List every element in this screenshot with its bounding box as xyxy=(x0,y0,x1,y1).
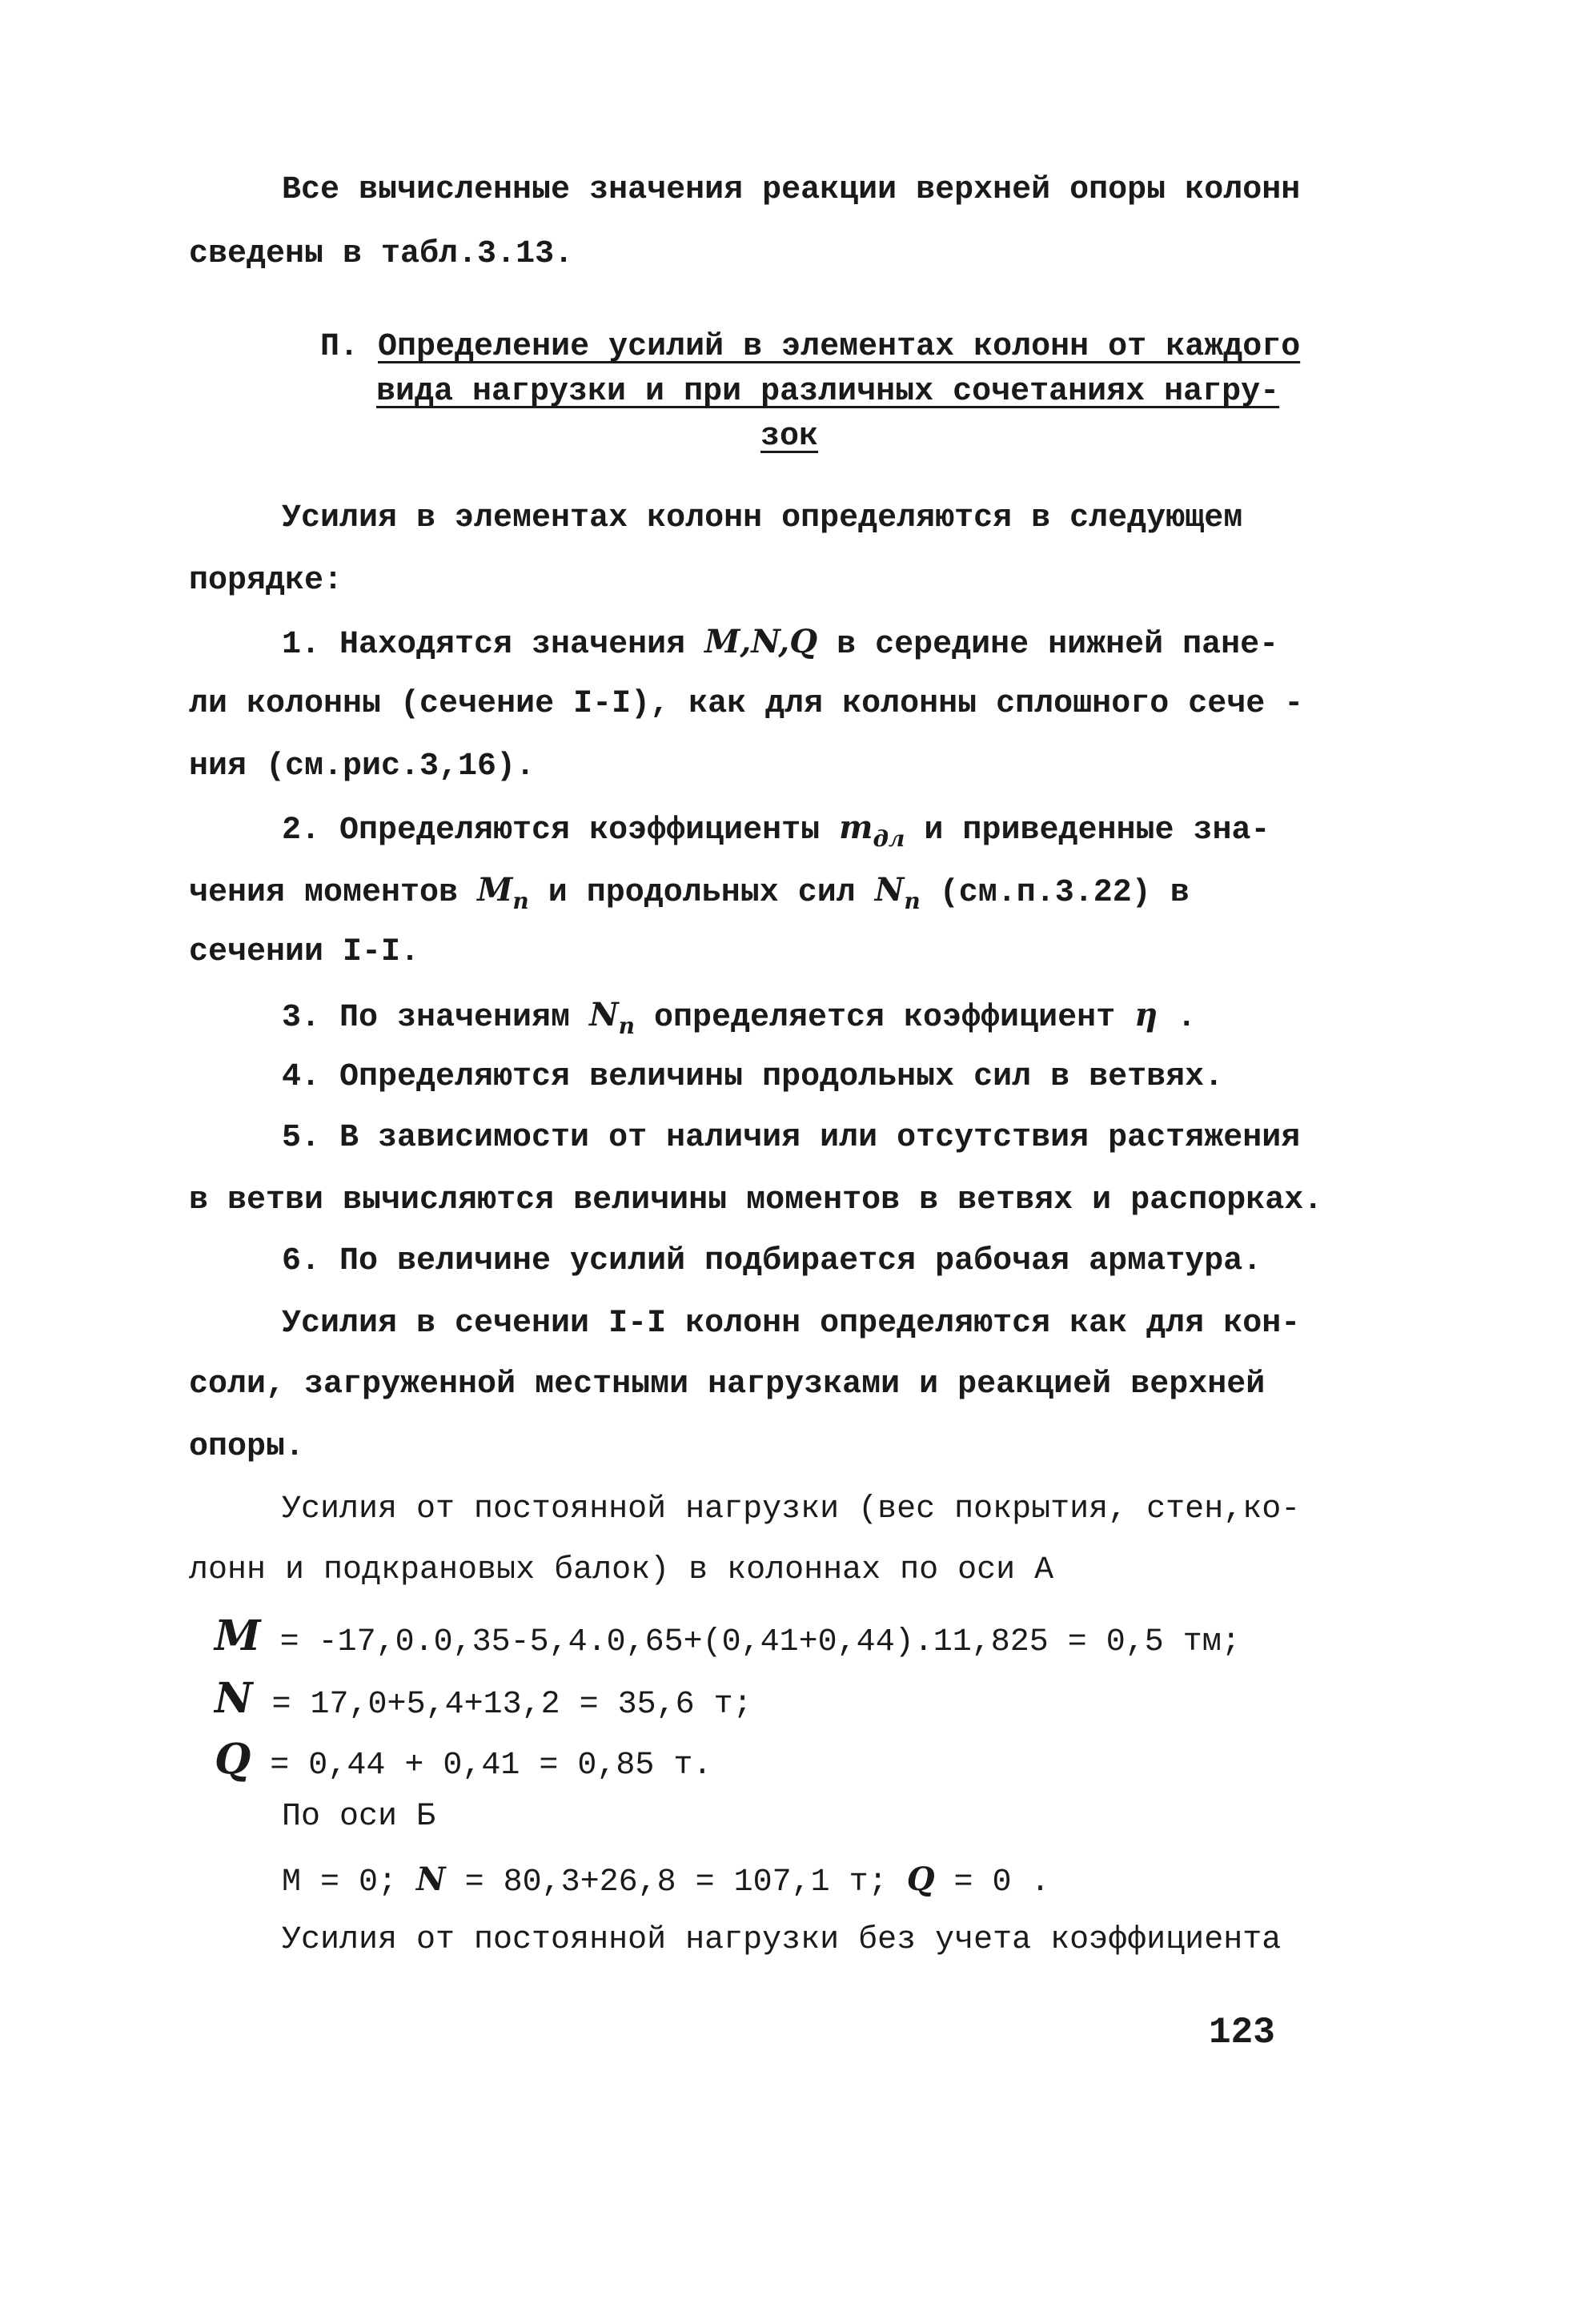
symbol-n: N xyxy=(215,1674,253,1723)
symbol-q: Q xyxy=(215,1735,251,1784)
text-line: ли колонны (сечение I-I), как для колонны сплошного сече - xyxy=(189,686,1304,722)
equation-normal-force: N = 17,0+5,4+13,2 = 35,6 т; xyxy=(215,1674,752,1723)
section-title-part: Определение усилий в элементах колонн от каждого xyxy=(378,329,1301,365)
text-line: сведены в табл.3.13. xyxy=(189,236,574,272)
text-line: Усилия от постоянной нагрузки (вес покрытия, стен,ко- xyxy=(282,1491,1301,1527)
text-line: соли, загруженной местными нагрузками и реакцией верхней xyxy=(189,1367,1266,1403)
heading-line-1 xyxy=(320,331,1300,363)
text-line: лонн и подкрановых балок) в колоннах по оси А xyxy=(189,1552,1054,1588)
text-line: в ветви вычисляются величины моментов в ветвях и распорках. xyxy=(189,1182,1323,1218)
symbol-m-dl: $m_{дл}$ xyxy=(839,809,905,852)
symbol-eta: η xyxy=(1134,996,1158,1034)
text-line: ния (см.рис.3,16). xyxy=(189,749,536,785)
section-number: П. xyxy=(320,329,359,365)
text-line: 1. Находятся значения M,N,Q в середине нижней пане- xyxy=(282,623,1279,663)
text-line: 5. В зависимости от наличия или отсутствия растяжения xyxy=(282,1120,1301,1156)
text-line: опоры. xyxy=(189,1429,305,1465)
text-line: чения моментов $M_п$ и продольных сил $N_п$ (см.п.3.22) в xyxy=(189,871,1190,914)
text-line: порядке: xyxy=(189,563,343,599)
text-line: Усилия в элементах колонн определяются в следующем xyxy=(282,500,1243,536)
symbol-m-p: $M_п$ xyxy=(477,871,529,914)
text-line: Все вычисленные значения реакции верхней опоры колонн xyxy=(282,172,1301,208)
paragraph-no-coefficient: Усилия от постоянной нагрузки без учета коэффициента xyxy=(282,1922,1282,1958)
heading-line-2: вида нагрузки и при различных сочетаниях нагру- xyxy=(376,374,1280,410)
equation-shear-force: Q = 0,44 + 0,41 = 0,85 т. xyxy=(215,1735,712,1784)
text-line: 2. Определяются коэффициенты $m_{дл}$ и приведенные зна- xyxy=(282,809,1270,852)
symbol-n-p: $N_п$ xyxy=(874,871,921,914)
equation-axis-b: M = 0; N = 80,3+26,8 = 107,1 т; Q = 0 . xyxy=(282,1860,1050,1901)
symbol-m: M xyxy=(215,1612,261,1660)
list-item-3: 3. По значениям $N_п$ определяется коэффициент η . xyxy=(282,996,1197,1039)
page-number: 123 xyxy=(1209,2012,1275,2053)
list-item-6: 6. По величине усилий подбирается рабочая арматура. xyxy=(282,1243,1262,1279)
list-item-4: 4. Определяются величины продольных сил в ветвях. xyxy=(282,1059,1224,1095)
equation-moment: M = -17,0.0,35-5,4.0,65+(0,41+0,44).11,825 = 0,5 тм; xyxy=(215,1612,1241,1660)
text-line: сечении I-I. xyxy=(189,934,420,970)
symbol-n: N xyxy=(416,1860,446,1898)
symbol-n-p: $N_п$ xyxy=(589,996,635,1039)
symbol-mnq: M,N,Q xyxy=(704,623,818,660)
axis-b-label: По оси Б xyxy=(282,1799,436,1835)
symbol-q: Q xyxy=(906,1860,935,1898)
heading-line-3: зок xyxy=(760,419,819,455)
text-line: Усилия в сечении I-I колонн определяются как для кон- xyxy=(282,1306,1301,1342)
